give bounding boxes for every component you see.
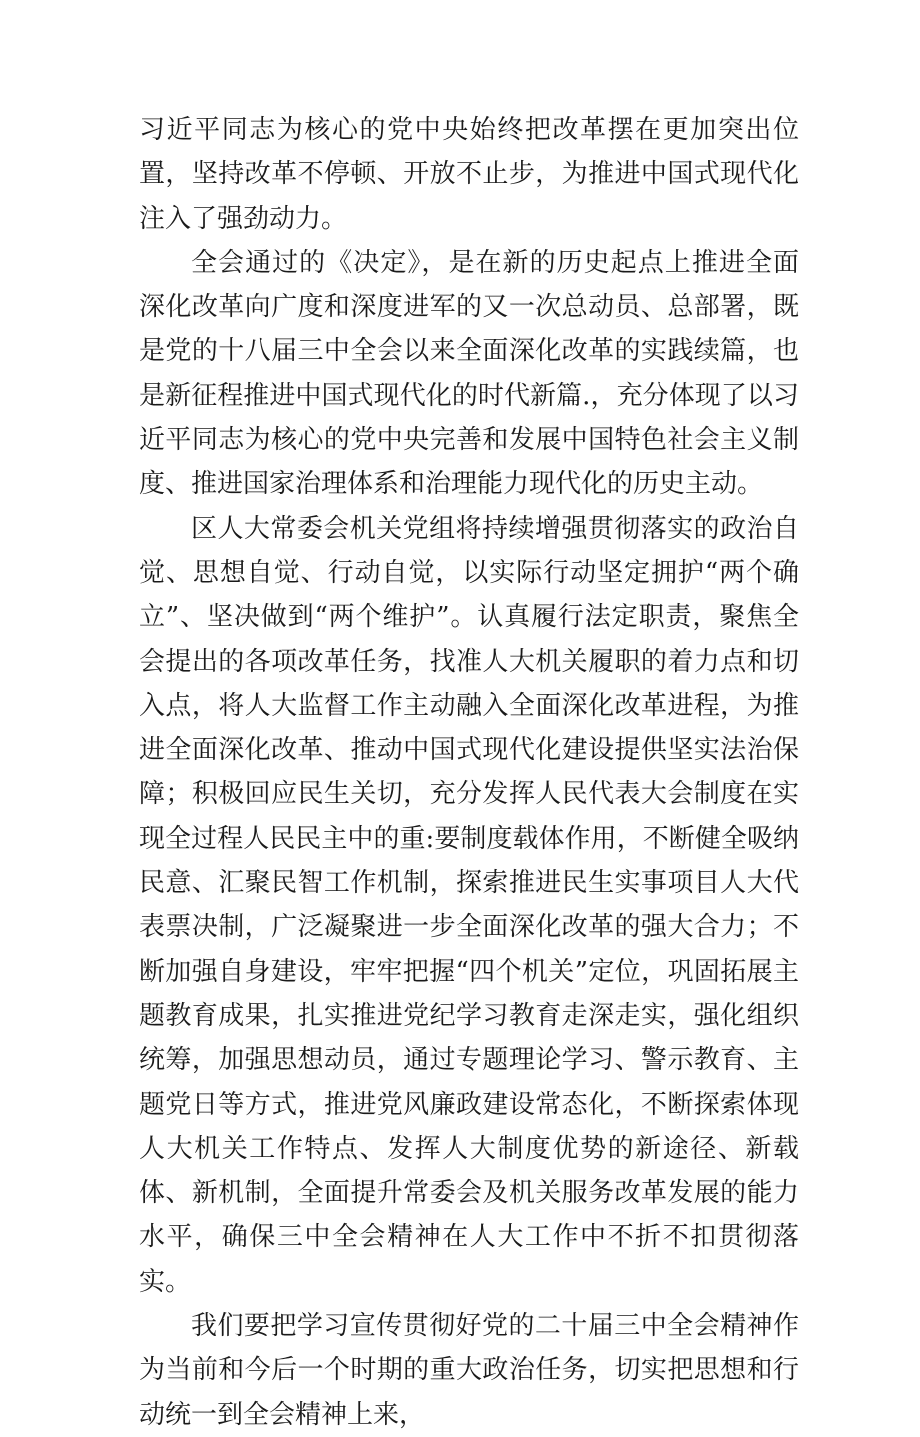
paragraph-2: 全会通过的《决定》，是在新的历史起点上推进全面深化改革向广度和深度进军的又一次总动员、总部署，既是党的十八届三中全会以来全面深化改革的实践续篇，也是新征程推进中国式现代化的时代新篇.，充分体现了以习近平同志为核心的党中央完善和发展中国特色社会主义制度、推进国家治理体系和治理能力现代化的历史主动。 (139, 247, 799, 500)
paragraph-1: 习近平同志为核心的党中央始终把改革摆在更加突出位置，坚持改革不停顿、开放不止步，为推进中国式现代化注入了强劲动力。 (139, 115, 799, 234)
document-body (139, 108, 799, 1437)
paragraph-4: 我们要把学习宣传贯彻好党的二十届三中全会精神作为当前和今后一个时期的重大政治任务，切实把思想和行动统一到全会精神上来， (139, 1311, 799, 1430)
paragraph-3: 区人大常委会机关党组将持续增强贯彻落实的政治自觉、思想自觉、行动自觉，以实际行动坚定拥护“两个确立”、坚决做到“两个维护”。认真履行法定职责，聚焦全会提出的各项改革任务，找准人大机关履职的着力点和切入点，将人大监督工作主动融入全面深化改革进程，为推进全面深化改革、推动中国式现代化建设提供坚实法治保障；积极回应民生关切，充分发挥人民代表大会制度在实现全过程人民民主中的重:要制度载体作用，不断健全吸纳民意、汇聚民智工作机制，探索推进民生实事项目人大代表票决制，广泛凝聚进一步全面深化改革的强大合力；不断加强自身建设，牢牢把握“四个机关”定位，巩固拓展主题教育成果，扎实推进党纪学习教育走深走实，强化组织统筹，加强思想动员，通过专题理论学习、警示教育、主题党日等方式，推进党风廉政建设常态化，不断探索体现人大机关工作特点、发挥人大制度优势的新途径、新载体、新机制，全面提升常委会及机关服务改革发展的能力水平，确保三中全会精神在人大工作中不折不扣贯彻落实。 (139, 513, 799, 1297)
